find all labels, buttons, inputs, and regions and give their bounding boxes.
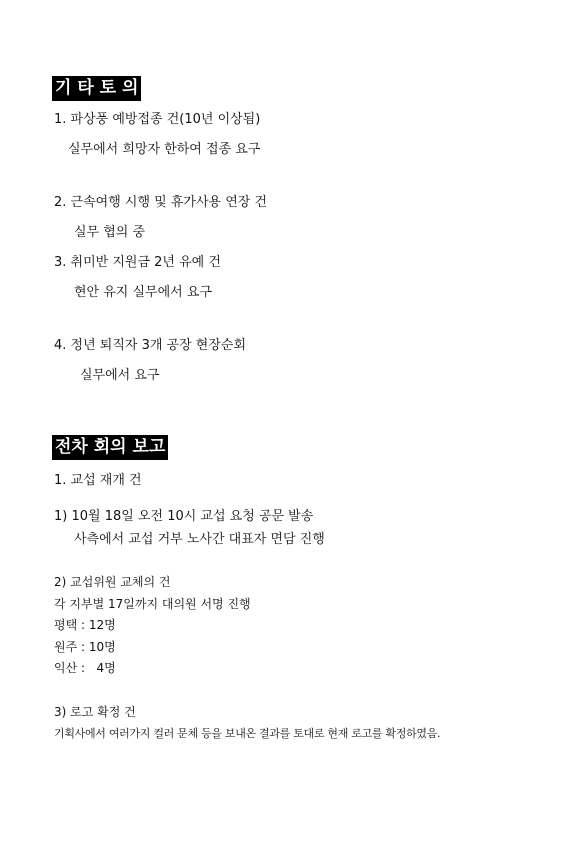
agenda-item-title: 3. 취미반 지원금 2년 유예 건 [54,255,221,270]
branch-count: 익산 : 4명 [54,661,116,675]
agenda-item-title: 1. 파상풍 예방접종 건(10년 이상됨) [54,112,261,127]
report-subitem-title: 2) 교섭위원 교체의 건 [54,575,171,589]
report-subitem-line: 사측에서 교섭 거부 노사간 대표자 면담 진행 [74,532,325,547]
report-subitem-desc: 각 지부별 17일까지 대의원 서명 진행 [54,597,251,611]
report-item-title: 1. 교섭 재개 건 [54,473,142,488]
agenda-item-detail: 실무 협의 중 [74,225,146,240]
section-heading-previous-meeting: 전차 회의 보고 [52,435,168,460]
agenda-item-detail: 실무에서 희망자 한하여 접종 요구 [68,142,261,157]
branch-count: 원주 : 10명 [54,640,116,654]
report-subitem-desc: 기획사에서 여러가지 컬러 문체 등을 보내온 결과를 토대로 현재 로고를 확정하였음. [54,727,441,740]
agenda-item-title: 4. 정년 퇴직자 3개 공장 현장순회 [54,338,247,353]
section-heading-misc: 기 타 토 의 [52,76,141,101]
agenda-item-detail: 현안 유지 실무에서 요구 [74,285,212,300]
report-subitem-line: 1) 10월 18일 오전 10시 교섭 요청 공문 발송 [54,509,314,524]
agenda-item-title: 2. 근속여행 시행 및 휴가사용 연장 건 [54,195,268,210]
report-subitem-title: 3) 로고 확정 건 [54,705,136,719]
agenda-item-detail: 실무에서 요구 [80,368,160,383]
branch-count: 평택 : 12명 [54,618,116,632]
